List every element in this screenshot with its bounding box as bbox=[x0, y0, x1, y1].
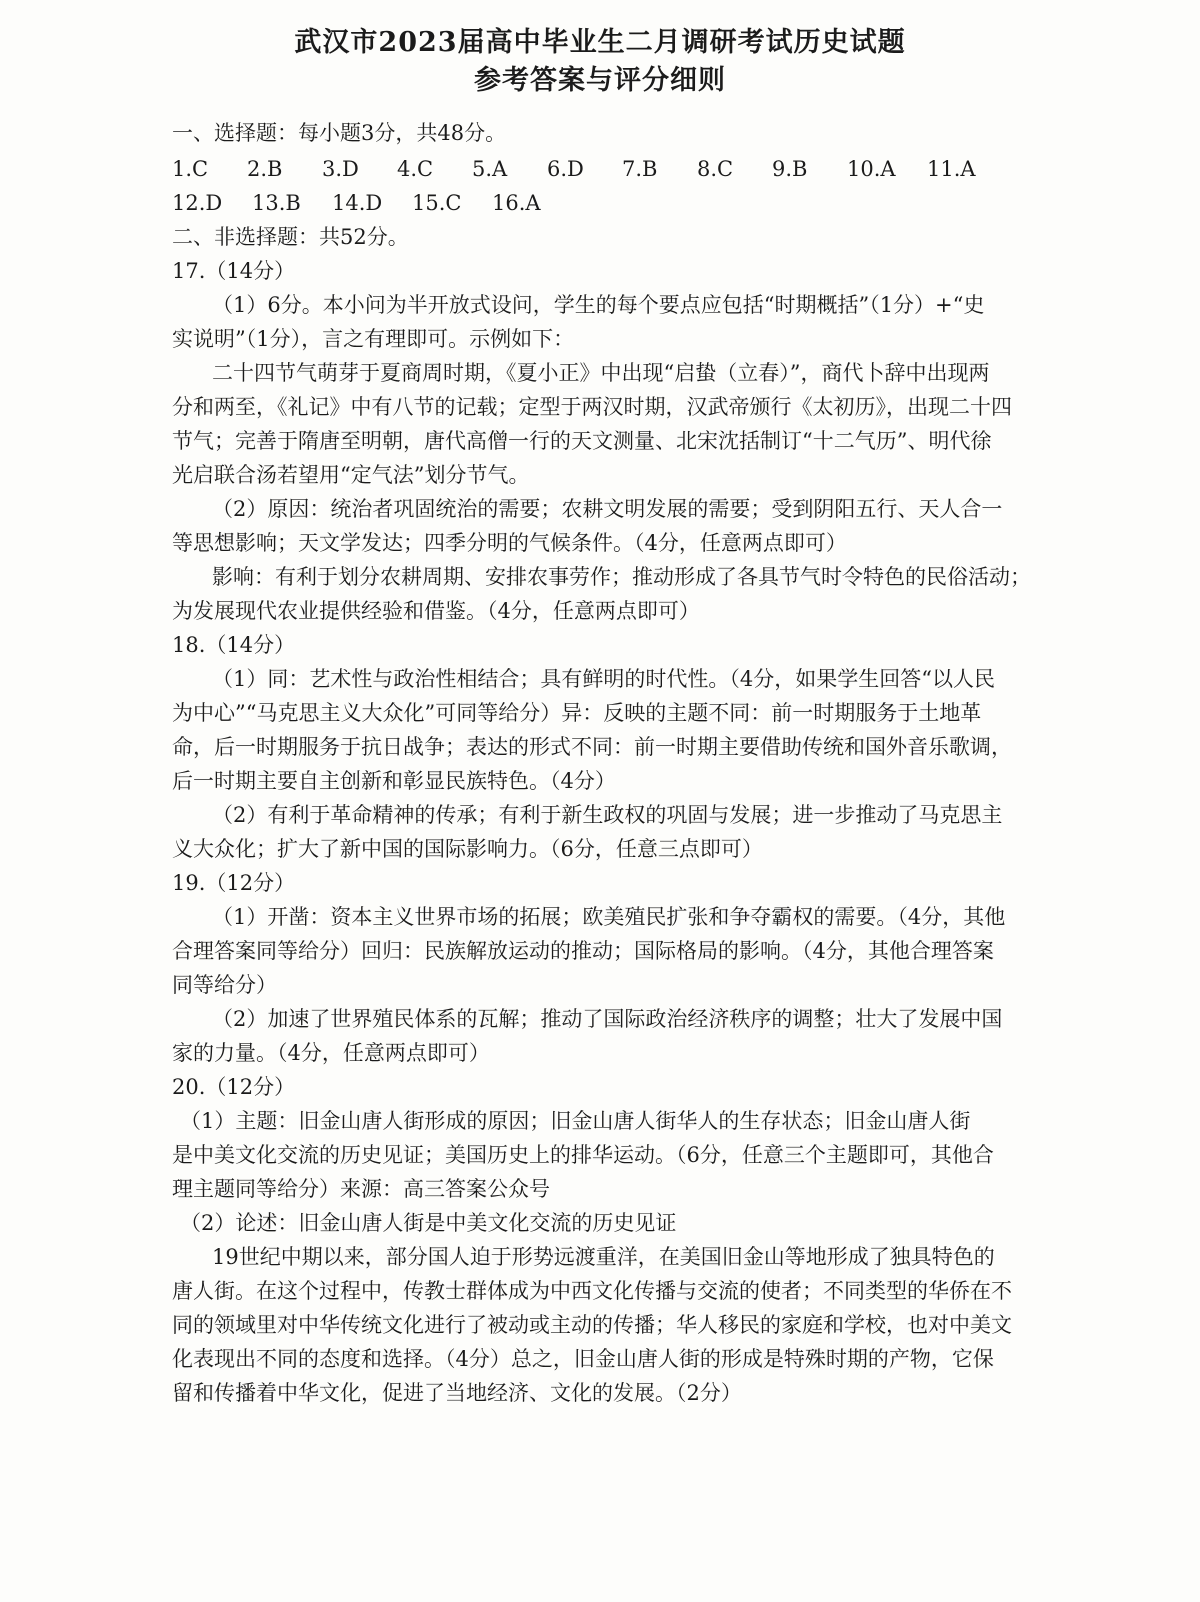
text-line: 为发展现代农业提供经验和借鉴。（4分，任意两点即可） bbox=[172, 599, 700, 623]
text-line: 19世纪中期以来，部分国人迫于形势远渡重洋，在美国旧金山等地形成了独具特色的 bbox=[212, 1245, 995, 1269]
text-line: 合理答案同等给分）回归：民族解放运动的推动；国际格局的影响。（4分，其他合理答案 bbox=[172, 939, 994, 963]
text-line: 二十四节气萌芽于夏商周时期，《夏小正》中出现“启蛰（立春）”，商代卜辞中出现两 bbox=[212, 361, 990, 385]
text-line: 节气；完善于隋唐至明朝，唐代高僧一行的天文测量、北宋沈括制订“十二气历”、明代徐 bbox=[172, 429, 992, 453]
answer-item: 2.B bbox=[247, 157, 283, 181]
answer-item: 12.D bbox=[172, 191, 223, 215]
text-line: 命，后一时期服务于抗日战争；表达的形式不同：前一时期主要借助传统和国外音乐歌调， bbox=[172, 735, 1012, 759]
text-line: （2）论述：旧金山唐人街是中美文化交流的历史见证 bbox=[180, 1211, 677, 1235]
multiple-choice-answers bbox=[172, 152, 1072, 220]
text-line: 是中美文化交流的历史见证；美国历史上的排华运动。（6分，任意三个主题即可，其他合 bbox=[172, 1143, 994, 1167]
answer-item: 1.C bbox=[172, 157, 209, 181]
answer-item: 13.B bbox=[252, 191, 301, 215]
text-line: 后一时期主要自主创新和彰显民族特色。（4分） bbox=[172, 769, 616, 793]
answer-item: 16.A bbox=[492, 191, 541, 215]
section2-heading: 二、非选择题：共52分。 bbox=[172, 225, 409, 249]
text-line: 化表现出不同的态度和选择。（4分）总之，旧金山唐人街的形成是特殊时期的产物，它保 bbox=[172, 1347, 994, 1371]
text-line: 同等给分） bbox=[172, 973, 277, 997]
text-line: （1）同：艺术性与政治性相结合；具有鲜明的时代性。（4分，如果学生回答“以人民 bbox=[212, 667, 995, 691]
text-line: 家的力量。（4分，任意两点即可） bbox=[172, 1041, 490, 1065]
answer-item: 10.A bbox=[847, 157, 896, 181]
answer-item: 3.D bbox=[322, 157, 359, 181]
text-line: 实说明”（1分），言之有理即可。示例如下： bbox=[172, 327, 575, 351]
document-subtitle: 参考答案与评分细则 bbox=[474, 65, 726, 96]
answer-item: 4.C bbox=[397, 157, 434, 181]
text-line: 留和传播着中华文化，促进了当地经济、文化的发展。（2分） bbox=[172, 1381, 742, 1405]
document-title: 武汉市2023届高中毕业生二月调研考试历史试题 bbox=[294, 27, 906, 58]
text-line: （2）加速了世界殖民体系的瓦解；推动了国际政治经济秩序的调整；壮大了发展中国 bbox=[212, 1007, 1003, 1031]
text-line: 同的领域里对中华传统文化进行了被动或主动的传播；华人移民的家庭和学校，也对中美文 bbox=[172, 1313, 1012, 1337]
answer-item: 5.A bbox=[472, 157, 508, 181]
answer-item: 14.D bbox=[332, 191, 383, 215]
text-line: 义大众化；扩大了新中国的国际影响力。（6分，任意三点即可） bbox=[172, 837, 763, 861]
text-line: 光启联合汤若望用“定气法”划分节气。 bbox=[172, 463, 530, 487]
answer-item: 15.C bbox=[412, 191, 462, 215]
answer-item: 9.B bbox=[772, 157, 808, 181]
question-18-heading: 18.（14分） bbox=[172, 633, 296, 657]
section1-heading: 一、选择题：每小题3分，共48分。 bbox=[172, 121, 507, 145]
text-line: （1）6分。本小问为半开放式设问，学生的每个要点应包括“时期概括”（1分）+“史 bbox=[212, 293, 985, 317]
text-line: 分和两至，《礼记》中有八节的记载；定型于两汉时期，汉武帝颁行《太初历》，出现二十四 bbox=[172, 395, 1012, 419]
answer-item: 7.B bbox=[622, 157, 658, 181]
answer-item: 8.C bbox=[697, 157, 734, 181]
text-line: （2）有利于革命精神的传承；有利于新生政权的巩固与发展；进一步推动了马克思主 bbox=[212, 803, 1003, 827]
text-line: 理主题同等给分）来源：高三答案公众号 bbox=[172, 1177, 550, 1201]
text-line: 等思想影响；天文学发达；四季分明的气候条件。（4分，任意两点即可） bbox=[172, 531, 847, 555]
question-19-heading: 19.（12分） bbox=[172, 871, 296, 895]
question-20-heading: 20.（12分） bbox=[172, 1075, 296, 1099]
text-line: 唐人街。在这个过程中，传教士群体成为中西文化传播与交流的使者；不同类型的华侨在不 bbox=[172, 1279, 1012, 1303]
text-line: 影响：有利于划分农耕周期、安排农事劳作；推动形成了各具节气时令特色的民俗活动； bbox=[212, 565, 1031, 589]
text-line: （2）原因：统治者巩固统治的需要；农耕文明发展的需要；受到阴阳五行、天人合一 bbox=[212, 497, 1003, 521]
text-line: （1）主题：旧金山唐人街形成的原因；旧金山唐人街华人的生存状态；旧金山唐人街 bbox=[180, 1109, 971, 1133]
text-line: 为中心”“马克思主义大众化”可同等给分）异：反映的主题不同：前一时期服务于土地革 bbox=[172, 701, 982, 725]
question-17-heading: 17.（14分） bbox=[172, 259, 296, 283]
answer-item: 6.D bbox=[547, 157, 584, 181]
answer-item: 11.A bbox=[927, 157, 976, 181]
text-line: （1）开凿：资本主义世界市场的拓展；欧美殖民扩张和争夺霸权的需要。（4分，其他 bbox=[212, 905, 1006, 929]
